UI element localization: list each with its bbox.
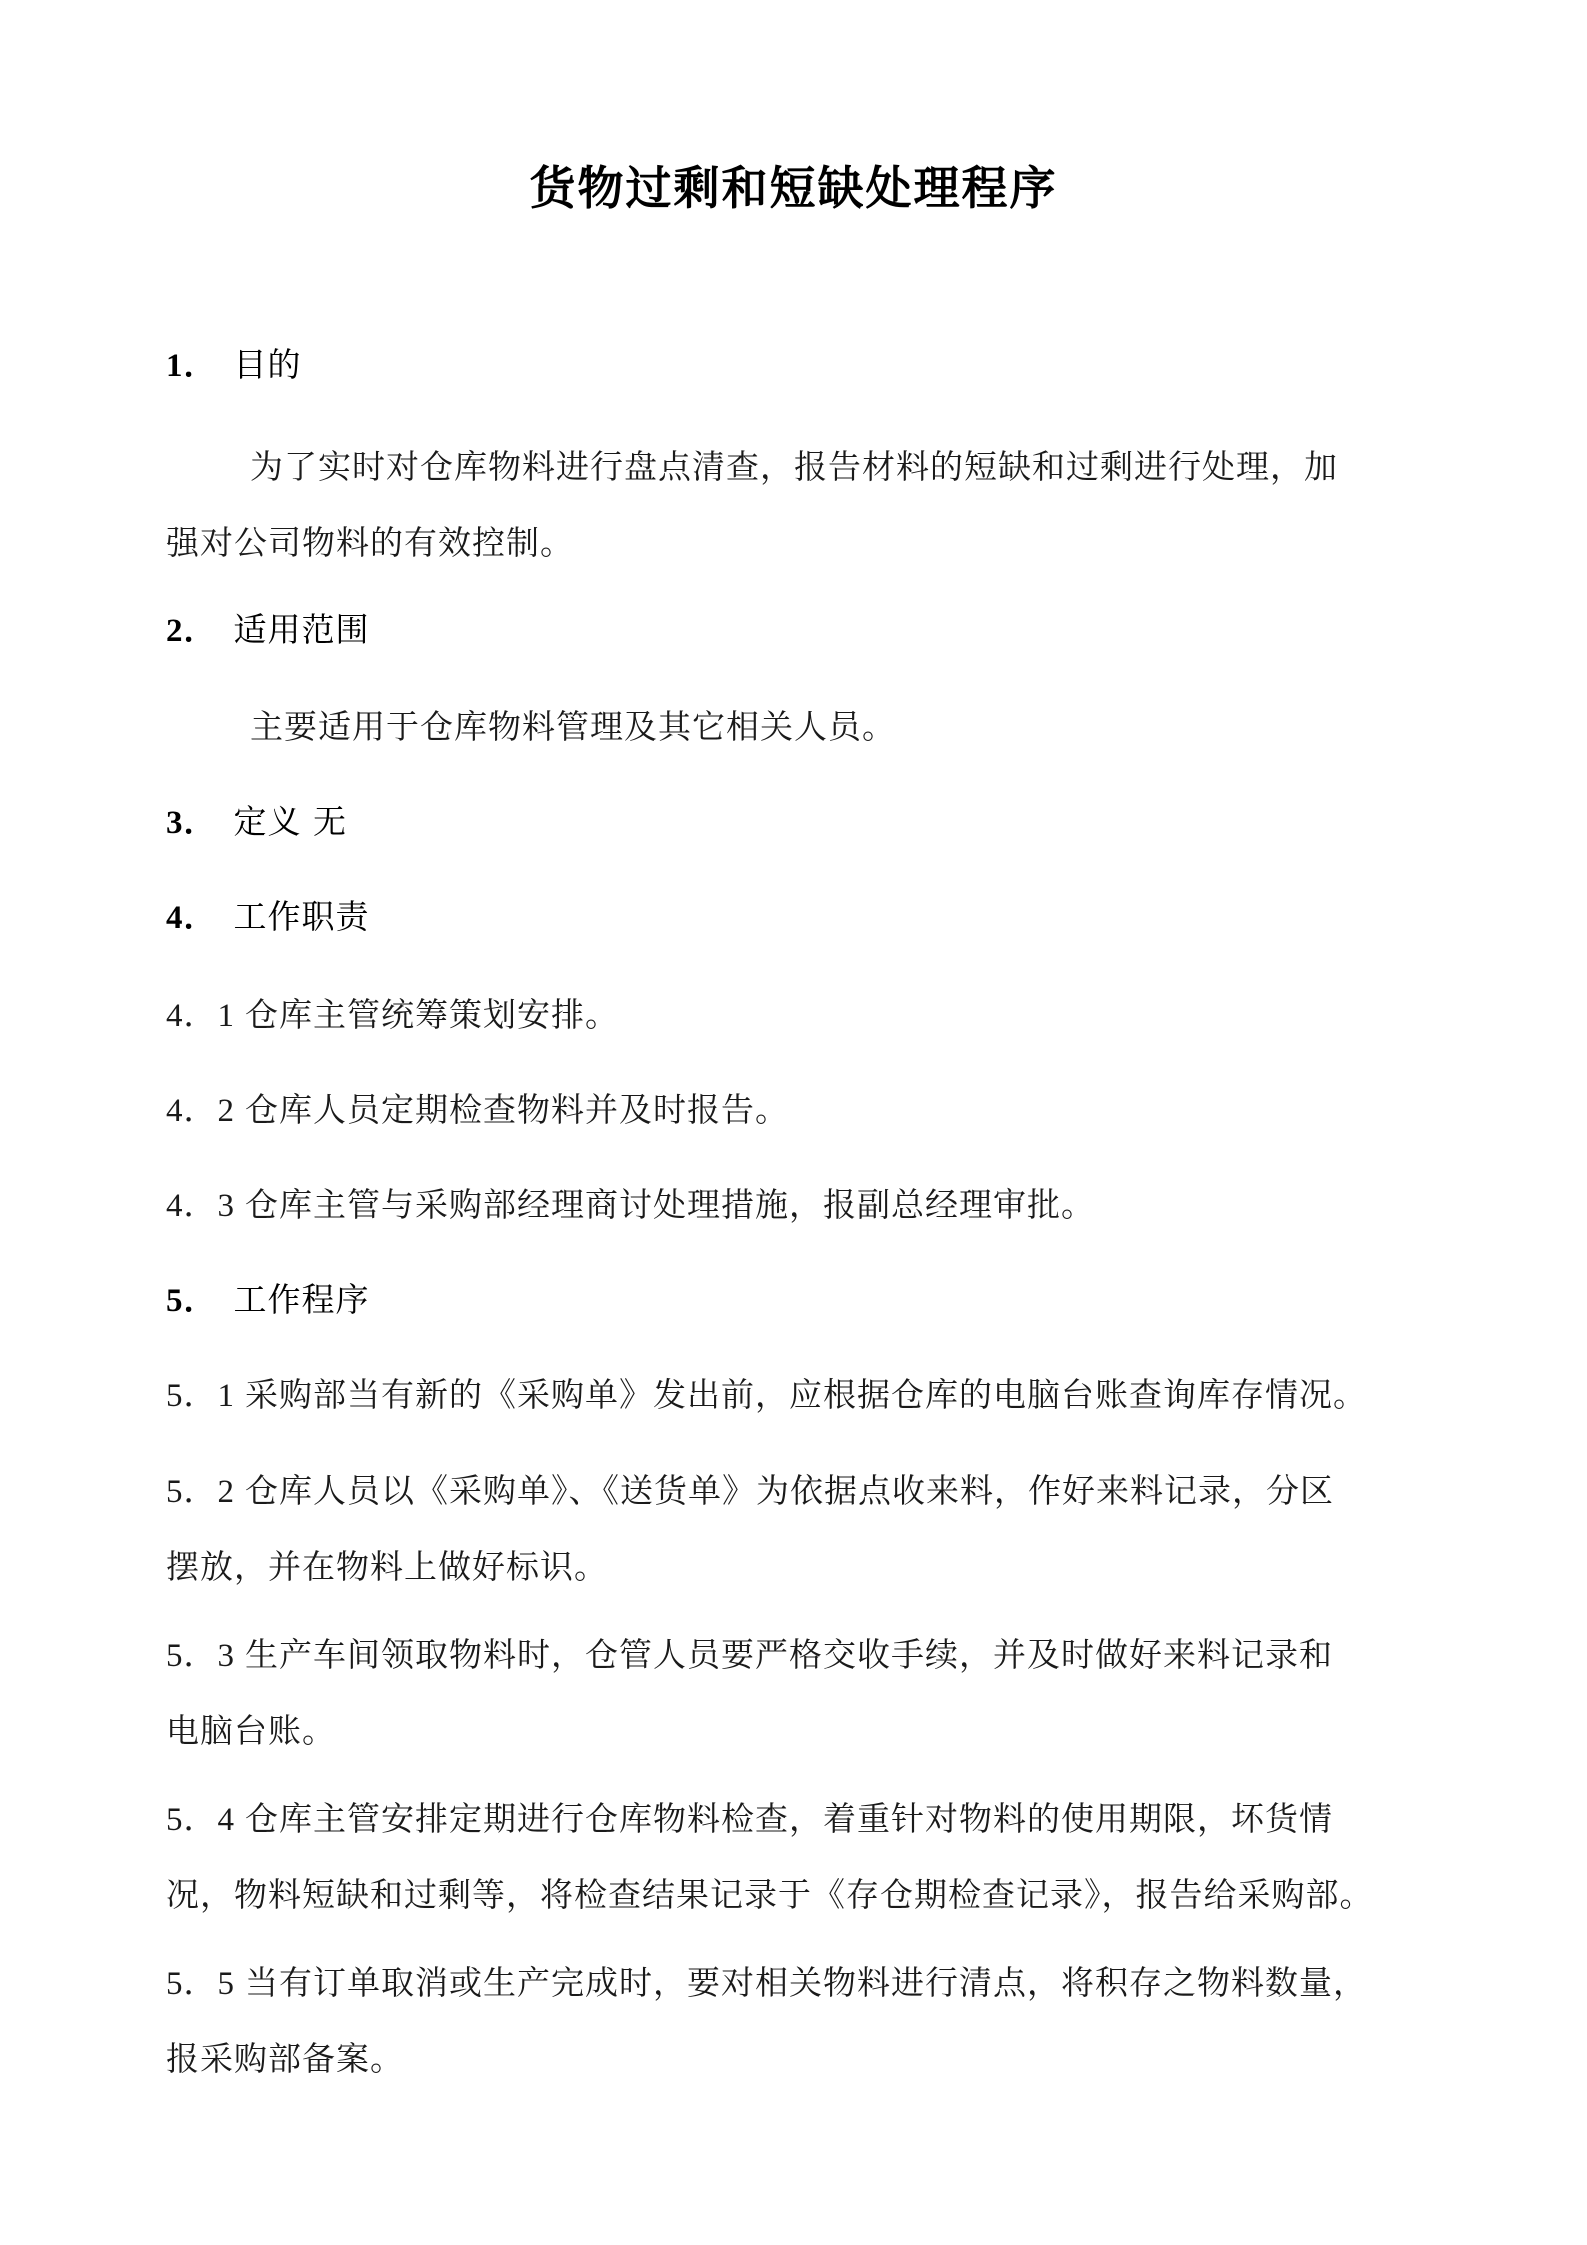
item-number: 4．2	[166, 1093, 235, 1129]
section-number: 2．	[166, 613, 218, 649]
list-item	[166, 1088, 1436, 1133]
section-5-heading	[166, 1278, 1436, 1323]
section-number: 4．	[166, 900, 218, 936]
section-title: 定义 无	[233, 802, 347, 841]
section-title: 工作程序	[233, 1280, 370, 1319]
list-item-continuation: 报采购部备案。	[166, 2039, 404, 2078]
section-title: 适用范围	[233, 610, 370, 649]
item-number: 5．1	[166, 1378, 235, 1414]
item-text: 仓库主管统筹策划安排。	[245, 995, 619, 1034]
list-item	[166, 1797, 1436, 1842]
list-item-continuation: 摆放，并在物料上做好标识。	[166, 1547, 608, 1586]
section-number: 3．	[166, 805, 218, 841]
paragraph-line: 强对公司物料的有效控制。	[166, 523, 574, 562]
section-number: 1．	[166, 348, 218, 384]
section-number: 5．	[166, 1283, 218, 1319]
item-text: 仓库人员定期检查物料并及时报告。	[245, 1090, 789, 1129]
section-title: 工作职责	[233, 897, 370, 936]
item-number: 4．1	[166, 998, 235, 1034]
item-text: 仓库人员以《采购单》、《送货单》为依据点收来料，作好来料记录，分区	[245, 1471, 1334, 1510]
item-number: 5．2	[166, 1474, 235, 1510]
list-item	[166, 1633, 1436, 1678]
list-item	[166, 1373, 1436, 1418]
item-number: 4．3	[166, 1188, 235, 1224]
section-title: 目的	[233, 345, 302, 384]
item-text: 仓库主管安排定期进行仓库物料检查，着重针对物料的使用期限，坏货情	[245, 1799, 1333, 1838]
item-number: 5．3	[166, 1638, 235, 1674]
page-title: 货物过剩和短缺处理程序	[529, 161, 1058, 215]
section-2-heading	[166, 608, 1436, 653]
list-item-continuation: 电脑台账。	[166, 1711, 336, 1750]
item-number: 5．5	[166, 1966, 235, 2002]
paragraph-line: 为了实时对仓库物料进行盘点清查，报告材料的短缺和过剩进行处理，加	[250, 447, 1338, 486]
paragraph-line: 主要适用于仓库物料管理及其它相关人员。	[250, 707, 896, 746]
list-item	[166, 1961, 1436, 2006]
item-text: 仓库主管与采购部经理商讨处理措施，报副总经理审批。	[245, 1185, 1095, 1224]
list-item	[166, 1183, 1436, 1228]
section-3-heading	[166, 800, 1436, 845]
section-1-heading	[166, 343, 1436, 388]
list-item	[166, 1469, 1436, 1514]
section-4-heading	[166, 895, 1436, 940]
item-text: 当有订单取消或生产完成时，要对相关物料进行清点，将积存之物料数量，	[245, 1963, 1367, 2002]
list-item-continuation: 况，物料短缺和过剩等，将检查结果记录于《存仓期检查记录》，报告给采购部。	[166, 1875, 1374, 1914]
item-number: 5．4	[166, 1802, 235, 1838]
item-text: 生产车间领取物料时，仓管人员要严格交收手续，并及时做好来料记录和	[245, 1635, 1333, 1674]
item-text: 采购部当有新的《采购单》发出前，应根据仓库的电脑台账查询库存情况。	[245, 1375, 1367, 1414]
list-item	[166, 993, 1436, 1038]
